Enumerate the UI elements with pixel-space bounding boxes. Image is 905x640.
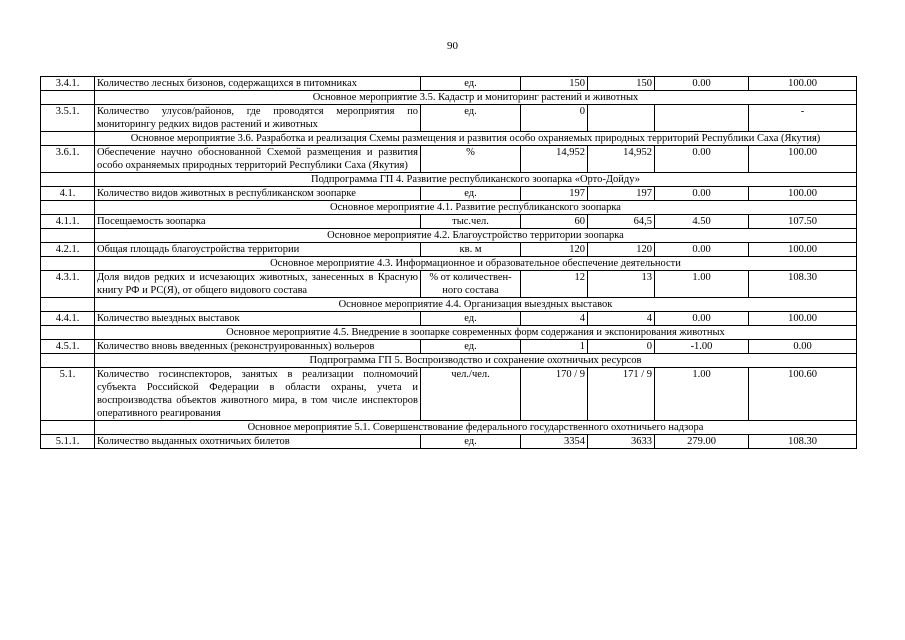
section-title: Основное мероприятие 4.3. Информационное и образовательное обеспечение деятельности [95, 257, 857, 271]
table-row [41, 312, 857, 326]
fact-value: 3633 [588, 435, 655, 449]
indicator-name: Количество госинспекторов, занятых в реализации полномочий субъекта Российской Федерации в области охраны, учета и воспроизводства объектов животного мира, в том числе инспекторов оперативного реагирования [95, 368, 421, 421]
plan-value: 0 [521, 105, 588, 132]
section-row [41, 326, 857, 340]
section-title: Основное мероприятие 5.1. Совершенствование федерального государственного охотничьего надзора [95, 421, 857, 435]
deviation-value: 0.00 [655, 312, 749, 326]
section-title: Основное мероприятие 4.2. Благоустройство территории зоопарка [95, 229, 857, 243]
indicator-name: Количество выездных выставок [95, 312, 421, 326]
empty-cell [41, 201, 95, 215]
percent-value: 100.00 [749, 243, 857, 257]
deviation-value: 279.00 [655, 435, 749, 449]
percent-value: - [749, 105, 857, 132]
section-row [41, 421, 857, 435]
section-row [41, 91, 857, 105]
fact-value: 197 [588, 187, 655, 201]
percent-value: 100.00 [749, 146, 857, 173]
unit-cell: % от количествен-ного состава [421, 271, 521, 298]
percent-value: 108.30 [749, 271, 857, 298]
indicator-name: Обеспечение научно обоснованной Схемой размещения и развития особо охраняемых природных территорий Республики Саха (Якутия) [95, 146, 421, 173]
section-row [41, 354, 857, 368]
unit-cell: ед. [421, 187, 521, 201]
section-row [41, 257, 857, 271]
plan-value: 4 [521, 312, 588, 326]
plan-value: 3354 [521, 435, 588, 449]
indicator-number: 5.1.1. [41, 435, 95, 449]
table-row [41, 368, 857, 421]
section-row [41, 229, 857, 243]
deviation-value [655, 105, 749, 132]
indicator-number: 3.6.1. [41, 146, 95, 173]
indicator-number: 3.5.1. [41, 105, 95, 132]
empty-cell [41, 132, 95, 146]
indicator-number: 4.1.1. [41, 215, 95, 229]
table-row [41, 187, 857, 201]
fact-value: 64,5 [588, 215, 655, 229]
fact-value: 0 [588, 340, 655, 354]
plan-value: 1 [521, 340, 588, 354]
section-title: Основное мероприятие 4.1. Развитие республиканского зоопарка [95, 201, 857, 215]
plan-value: 170 / 9 [521, 368, 588, 421]
empty-cell [41, 354, 95, 368]
indicator-name: Посещаемость зоопарка [95, 215, 421, 229]
percent-value: 0.00 [749, 340, 857, 354]
indicators-table [40, 76, 857, 449]
plan-value: 14,952 [521, 146, 588, 173]
indicator-name: Количество выданных охотничьих билетов [95, 435, 421, 449]
section-title: Основное мероприятие 3.6. Разработка и реализация Схемы размещения и развития особо охраняемых природных территорий Республики Саха (Якутия) [95, 132, 857, 146]
section-title: Подпрограмма ГП 5. Воспроизводство и сохранение охотничьих ресурсов [95, 354, 857, 368]
table-row [41, 243, 857, 257]
indicator-number: 3.4.1. [41, 77, 95, 91]
indicator-number: 4.5.1. [41, 340, 95, 354]
empty-cell [41, 326, 95, 340]
deviation-value: 1.00 [655, 271, 749, 298]
deviation-value: 0.00 [655, 187, 749, 201]
section-row [41, 201, 857, 215]
plan-value: 120 [521, 243, 588, 257]
fact-value: 150 [588, 77, 655, 91]
indicator-number: 4.4.1. [41, 312, 95, 326]
table-row [41, 340, 857, 354]
percent-value: 108.30 [749, 435, 857, 449]
indicator-number: 4.2.1. [41, 243, 95, 257]
unit-cell: ед. [421, 340, 521, 354]
plan-value: 197 [521, 187, 588, 201]
table-row [41, 271, 857, 298]
deviation-value: 4.50 [655, 215, 749, 229]
section-title: Основное мероприятие 4.5. Внедрение в зоопарке современных форм содержания и экспонирования животных [95, 326, 857, 340]
empty-cell [41, 257, 95, 271]
table-row [41, 146, 857, 173]
section-row [41, 173, 857, 187]
percent-value: 100.00 [749, 77, 857, 91]
empty-cell [41, 421, 95, 435]
section-row [41, 298, 857, 312]
unit-cell: ед. [421, 312, 521, 326]
section-title: Основное мероприятие 3.5. Кадастр и мониторинг растений и животных [95, 91, 857, 105]
percent-value: 107.50 [749, 215, 857, 229]
deviation-value: -1.00 [655, 340, 749, 354]
deviation-value: 0.00 [655, 146, 749, 173]
fact-value: 120 [588, 243, 655, 257]
unit-cell: ед. [421, 77, 521, 91]
section-title: Основное мероприятие 4.4. Организация выездных выставок [95, 298, 857, 312]
unit-cell: тыс.чел. [421, 215, 521, 229]
plan-value: 150 [521, 77, 588, 91]
percent-value: 100.60 [749, 368, 857, 421]
indicator-name: Общая площадь благоустройства территории [95, 243, 421, 257]
table-row [41, 105, 857, 132]
empty-cell [41, 91, 95, 105]
empty-cell [41, 298, 95, 312]
fact-value: 13 [588, 271, 655, 298]
fact-value [588, 105, 655, 132]
unit-cell: ед. [421, 105, 521, 132]
indicator-name: Количество лесных бизонов, содержащихся в питомниках [95, 77, 421, 91]
fact-value: 14,952 [588, 146, 655, 173]
table-row [41, 77, 857, 91]
indicator-name: Количество улусов/районов, где проводятся мероприятия по мониторингу редких видов растений и животных [95, 105, 421, 132]
unit-cell: % [421, 146, 521, 173]
indicator-number: 4.3.1. [41, 271, 95, 298]
deviation-value: 0.00 [655, 243, 749, 257]
page-number: 90 [447, 40, 458, 52]
unit-cell: кв. м [421, 243, 521, 257]
indicator-number: 4.1. [41, 187, 95, 201]
fact-value: 171 / 9 [588, 368, 655, 421]
indicator-name: Доля видов редких и исчезающих животных, занесенных в Красную книгу РФ и РС(Я), от общего видового состава [95, 271, 421, 298]
unit-cell: чел./чел. [421, 368, 521, 421]
table-row [41, 435, 857, 449]
plan-value: 12 [521, 271, 588, 298]
indicator-number: 5.1. [41, 368, 95, 421]
fact-value: 4 [588, 312, 655, 326]
deviation-value: 1.00 [655, 368, 749, 421]
percent-value: 100.00 [749, 187, 857, 201]
indicator-name: Количество вновь введенных (реконструированных) вольеров [95, 340, 421, 354]
unit-cell: ед. [421, 435, 521, 449]
empty-cell [41, 173, 95, 187]
empty-cell [41, 229, 95, 243]
indicator-name: Количество видов животных в республиканском зоопарке [95, 187, 421, 201]
table-row [41, 215, 857, 229]
percent-value: 100.00 [749, 312, 857, 326]
deviation-value: 0.00 [655, 77, 749, 91]
plan-value: 60 [521, 215, 588, 229]
section-row [41, 132, 857, 146]
section-title: Подпрограмма ГП 4. Развитие республиканского зоопарка «Орто-Дойду» [95, 173, 857, 187]
